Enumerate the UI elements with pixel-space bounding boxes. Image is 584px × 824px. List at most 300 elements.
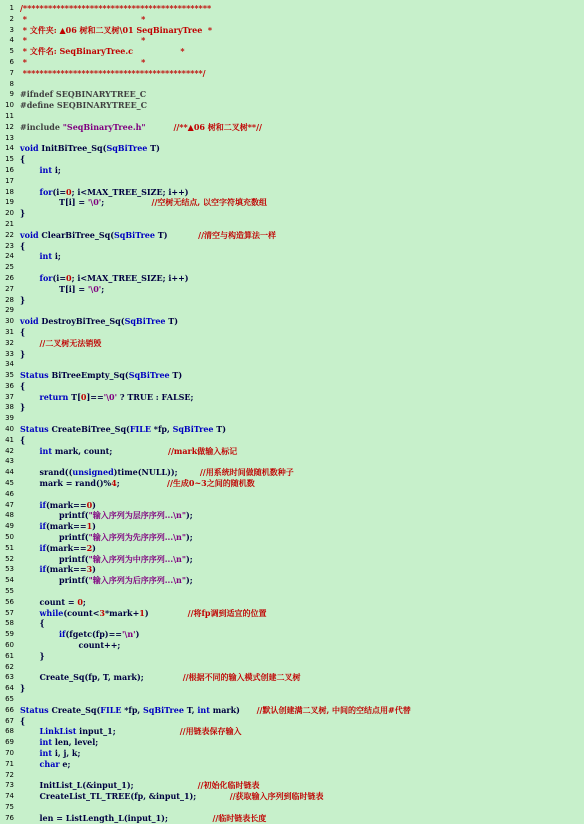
- code-line[interactable]: [0, 359, 584, 370]
- code-line[interactable]: [0, 14, 584, 25]
- line-number: 44: [5, 468, 14, 477]
- type-token: int: [39, 747, 53, 758]
- code-line[interactable]: [0, 672, 584, 683]
- code-line[interactable]: [0, 111, 584, 122]
- code-token: ): [135, 629, 140, 640]
- comment-token: //用链表保存输入: [179, 726, 242, 737]
- type-token: char: [39, 758, 60, 769]
- code-line[interactable]: [0, 208, 584, 219]
- type-token: SqBiTree: [106, 143, 148, 154]
- string-token: "输入序列为中序序列...\n": [88, 553, 187, 564]
- code-line[interactable]: [0, 543, 584, 554]
- code-line[interactable]: [0, 716, 584, 727]
- line-number: 62: [5, 662, 14, 671]
- line-number: 1: [9, 4, 14, 12]
- code-token: ;: [101, 283, 105, 294]
- code-token: T,: [183, 704, 198, 715]
- code-text: [20, 251, 61, 262]
- code-token: (fgetc(fp)==: [65, 629, 122, 640]
- code-line[interactable]: [0, 349, 584, 360]
- line-number: 22: [5, 230, 14, 239]
- type-token: Status: [20, 370, 49, 381]
- code-line[interactable]: [0, 57, 584, 68]
- code-token: {: [20, 326, 26, 337]
- code-text: [20, 780, 259, 791]
- type-token: int: [39, 737, 53, 748]
- code-line[interactable]: [0, 25, 584, 36]
- code-token: [20, 500, 40, 510]
- comment-token: //根据不同的输入模式创建二叉树: [182, 672, 301, 683]
- number-token: 1: [86, 521, 93, 532]
- code-token: ]==: [86, 391, 104, 402]
- line-number: 48: [5, 511, 14, 520]
- line-number: 67: [5, 716, 14, 725]
- code-line[interactable]: [0, 413, 584, 424]
- code-token: )time(NULL));: [113, 467, 200, 478]
- code-token: (mark==: [45, 542, 87, 553]
- code-line[interactable]: [0, 586, 584, 597]
- comment-token: //获取输入序列到临时链表: [229, 791, 324, 802]
- code-line[interactable]: [0, 154, 584, 165]
- line-number: 2: [9, 14, 14, 23]
- code-token: );: [186, 510, 193, 521]
- number-token: 1: [139, 607, 145, 618]
- code-line[interactable]: [0, 770, 584, 781]
- code-text: [20, 57, 145, 68]
- line-number: 73: [5, 781, 14, 790]
- code-line[interactable]: [0, 79, 584, 90]
- code-line[interactable]: [0, 187, 584, 198]
- line-number: 75: [5, 802, 14, 811]
- line-number: 13: [5, 133, 14, 142]
- code-text: [20, 143, 160, 154]
- code-text: [20, 575, 193, 586]
- line-number: 68: [5, 727, 14, 736]
- code-line[interactable]: [0, 370, 584, 381]
- string-token: "SeqBinaryTree.h": [62, 121, 146, 132]
- code-token: len = ListLength_L(input_1);: [20, 812, 213, 823]
- code-token: T): [165, 316, 179, 327]
- code-text: [20, 478, 255, 489]
- code-line[interactable]: [0, 478, 584, 489]
- code-line[interactable]: [0, 273, 584, 284]
- code-line[interactable]: [0, 500, 584, 511]
- code-line[interactable]: [0, 510, 584, 521]
- code-text: [20, 791, 324, 802]
- code-token: (i=: [52, 186, 67, 197]
- code-line[interactable]: [0, 726, 584, 737]
- line-number: 36: [5, 381, 14, 390]
- type-token: SqBiTree: [143, 704, 184, 715]
- line-number: 16: [5, 165, 14, 174]
- line-number: 40: [5, 425, 14, 434]
- number-token: 0: [86, 499, 93, 510]
- code-token: T): [213, 424, 227, 435]
- code-line[interactable]: [0, 629, 584, 640]
- code-line[interactable]: [0, 251, 584, 262]
- code-text: [20, 208, 25, 219]
- code-text: [20, 197, 267, 208]
- code-token: [146, 122, 174, 132]
- number-token: 3: [86, 564, 93, 575]
- line-number: 23: [5, 241, 14, 250]
- code-text: [20, 651, 45, 662]
- line-number: 30: [5, 317, 14, 326]
- comment-token: //用系统时间做随机数种子: [199, 467, 294, 478]
- line-number: 69: [5, 738, 14, 747]
- code-line[interactable]: [0, 759, 584, 770]
- type-token: int: [39, 164, 53, 175]
- line-number: 52: [5, 554, 14, 563]
- code-token: [20, 759, 40, 769]
- code-line[interactable]: [0, 230, 584, 241]
- code-token: }: [20, 402, 26, 413]
- type-token: Status: [20, 424, 49, 435]
- keyword-token: if: [59, 629, 66, 640]
- line-number: 31: [5, 327, 14, 336]
- code-line[interactable]: [0, 46, 584, 57]
- line-number: 51: [5, 543, 14, 552]
- code-line[interactable]: [0, 176, 584, 187]
- code-token: ): [92, 542, 96, 553]
- code-token: ClearBiTree_Sq(: [38, 229, 115, 240]
- line-number: 60: [5, 641, 14, 650]
- line-number: 47: [5, 500, 14, 509]
- type-token: SqBiTree: [172, 424, 214, 435]
- comment-token: //初始化临时链表: [197, 780, 260, 791]
- code-token: InitBiTree_Sq(: [38, 143, 107, 154]
- string-token: "输入序列为先序序列...\n": [88, 532, 187, 543]
- code-line[interactable]: [0, 284, 584, 295]
- code-line[interactable]: [0, 640, 584, 651]
- code-token: *fp,: [121, 704, 143, 715]
- code-line[interactable]: [0, 35, 584, 46]
- string-token: '\0': [87, 283, 102, 294]
- code-line[interactable]: [0, 737, 584, 748]
- code-text: [20, 564, 96, 575]
- code-line[interactable]: [0, 262, 584, 273]
- code-text: [20, 467, 294, 478]
- code-token: ): [92, 521, 96, 532]
- preprocessor-token: #define SEQBINARYTREE_C: [20, 100, 148, 111]
- code-line[interactable]: [0, 694, 584, 705]
- line-number: 72: [5, 770, 14, 779]
- code-text: [20, 672, 301, 683]
- code-token: {: [20, 380, 26, 391]
- line-number: 71: [5, 759, 14, 768]
- code-text: [20, 273, 189, 284]
- line-number: 7: [9, 68, 14, 77]
- type-token: void: [20, 229, 39, 240]
- code-token: T): [154, 229, 199, 240]
- code-token: [20, 446, 40, 456]
- line-number: 43: [5, 457, 14, 466]
- code-lines: [0, 3, 584, 824]
- code-line[interactable]: [0, 554, 584, 565]
- line-number: 57: [5, 608, 14, 617]
- code-line[interactable]: [0, 683, 584, 694]
- code-line[interactable]: [0, 705, 584, 716]
- keyword-token: if: [39, 564, 46, 575]
- code-token: i, j, k;: [52, 747, 81, 758]
- number-token: 3: [99, 607, 105, 618]
- line-number: 12: [5, 122, 14, 131]
- comment-token: //生成0~3之间的随机数: [167, 478, 255, 489]
- code-line[interactable]: [0, 456, 584, 467]
- line-number: 33: [5, 349, 14, 358]
- code-token: [20, 543, 40, 553]
- line-number: 46: [5, 489, 14, 498]
- code-line[interactable]: [0, 597, 584, 608]
- code-token: {: [20, 434, 26, 445]
- code-token: *mark+: [104, 607, 140, 618]
- code-line[interactable]: [0, 791, 584, 802]
- code-line[interactable]: [0, 564, 584, 575]
- code-text: [20, 327, 25, 338]
- code-text: [20, 316, 178, 327]
- code-token: );: [186, 532, 193, 543]
- code-text: [20, 14, 145, 25]
- code-line[interactable]: [0, 435, 584, 446]
- code-token: [20, 187, 40, 197]
- code-line[interactable]: [0, 68, 584, 79]
- code-line[interactable]: [0, 521, 584, 532]
- line-number: 28: [5, 295, 14, 304]
- code-token: ; i<MAX_TREE_SIZE; i++): [71, 272, 189, 283]
- string-token: "输入序列为层序序列...\n": [88, 510, 187, 521]
- code-token: [20, 726, 40, 736]
- code-token: e;: [59, 758, 71, 769]
- code-token: srand((: [20, 467, 73, 478]
- code-line[interactable]: [0, 446, 584, 457]
- line-number: 11: [5, 111, 14, 120]
- code-token: (mark==: [45, 564, 87, 575]
- code-text: [20, 89, 146, 100]
- code-token: i;: [52, 251, 61, 262]
- code-line[interactable]: [0, 802, 584, 813]
- code-line[interactable]: [0, 381, 584, 392]
- comment-token: //空树无结点, 以空字符填充数组: [151, 197, 267, 208]
- code-token: ): [92, 499, 96, 510]
- code-line[interactable]: [0, 219, 584, 230]
- number-token: 0: [66, 186, 72, 197]
- line-number: 63: [5, 673, 14, 682]
- code-token: ): [92, 564, 96, 575]
- keyword-token: if: [39, 499, 46, 510]
- line-number: 21: [5, 219, 14, 228]
- code-token: count++;: [20, 640, 121, 651]
- code-text: [20, 705, 411, 716]
- code-text: [20, 737, 98, 748]
- code-line[interactable]: [0, 316, 584, 327]
- code-token: printf(: [20, 575, 89, 586]
- number-token: 0: [80, 391, 87, 402]
- code-token: InitList_L(&input_1);: [20, 780, 198, 791]
- code-token: *fp,: [150, 424, 173, 435]
- code-text: [20, 532, 193, 543]
- line-number: 8: [9, 79, 14, 88]
- comment-token: //**▲06 树和二叉树**//: [173, 121, 262, 132]
- code-token: [20, 608, 40, 618]
- code-token: T): [147, 143, 160, 154]
- code-token: ;: [82, 596, 86, 607]
- line-number: 5: [9, 47, 14, 56]
- code-line[interactable]: [0, 241, 584, 252]
- line-number: 45: [5, 479, 14, 488]
- code-token: len, level;: [52, 737, 99, 748]
- line-number: 49: [5, 522, 14, 531]
- code-line[interactable]: [0, 338, 584, 349]
- type-token: LinkList: [39, 726, 77, 737]
- code-line[interactable]: [0, 780, 584, 791]
- comment-token: * *: [20, 35, 146, 46]
- code-text: [20, 100, 147, 111]
- code-token: input_1;: [76, 726, 180, 737]
- code-line[interactable]: [0, 143, 584, 154]
- code-token: {: [20, 240, 26, 251]
- code-token: T[i] =: [20, 283, 88, 294]
- code-text: [20, 629, 139, 640]
- code-line[interactable]: [0, 662, 584, 673]
- line-number: 58: [5, 619, 14, 628]
- code-text: [20, 46, 185, 57]
- line-number: 59: [5, 630, 14, 639]
- comment-token: *******************************************/: [20, 67, 206, 78]
- preprocessor-token: #include: [20, 121, 63, 132]
- code-text: [20, 165, 61, 176]
- line-number: 9: [9, 90, 14, 99]
- keyword-token: while: [39, 607, 64, 618]
- code-text: [20, 3, 211, 14]
- type-token: FILE: [129, 424, 151, 435]
- code-text: [20, 295, 25, 306]
- code-line[interactable]: [0, 327, 584, 338]
- code-line[interactable]: [0, 89, 584, 100]
- comment-token: * 文件名: SeqBinaryTree.c *: [20, 46, 185, 57]
- code-text: [20, 748, 80, 759]
- code-text: [20, 349, 25, 360]
- code-line[interactable]: [0, 748, 584, 759]
- code-token: [20, 737, 40, 747]
- code-text: [20, 446, 237, 457]
- code-token: ;: [116, 478, 168, 489]
- code-text: [20, 25, 212, 36]
- comment-token: //临时链表长度: [212, 812, 267, 823]
- code-line[interactable]: [0, 813, 584, 824]
- code-token: (i=: [52, 272, 67, 283]
- line-number: 37: [5, 392, 14, 401]
- code-token: mark = rand()%: [20, 478, 112, 489]
- code-text: [20, 370, 182, 381]
- line-number: 15: [5, 155, 14, 164]
- code-token: [20, 521, 40, 531]
- code-token: BiTreeEmpty_Sq(: [48, 370, 129, 381]
- code-line[interactable]: [0, 305, 584, 316]
- code-line[interactable]: [0, 165, 584, 176]
- code-token: i;: [52, 164, 61, 175]
- code-token: mark): [209, 704, 257, 715]
- type-token: Status: [20, 704, 49, 715]
- line-number: 4: [9, 36, 14, 45]
- code-token: printf(: [20, 553, 89, 564]
- comment-token: * *: [20, 13, 146, 24]
- code-token: [20, 273, 40, 283]
- code-line[interactable]: [0, 618, 584, 629]
- code-text: [20, 424, 226, 435]
- code-text: [20, 435, 25, 446]
- code-line[interactable]: [0, 532, 584, 543]
- number-token: 0: [77, 596, 83, 607]
- code-line[interactable]: [0, 575, 584, 586]
- code-token: ? TRUE : FALSE;: [117, 391, 194, 402]
- code-text: [20, 122, 262, 133]
- code-text: [20, 683, 25, 694]
- line-number: 70: [5, 748, 14, 757]
- comment-token: //mark做输入标记: [168, 445, 238, 456]
- code-token: ;: [101, 197, 152, 208]
- line-number: 19: [5, 198, 14, 207]
- code-line[interactable]: [0, 133, 584, 144]
- code-token: T): [169, 370, 183, 381]
- line-number: 61: [5, 651, 14, 660]
- code-text: [20, 402, 25, 413]
- code-line[interactable]: [0, 467, 584, 478]
- comment-token: //将fp调到适宜的位置: [187, 607, 267, 618]
- string-token: '\0': [87, 197, 102, 208]
- code-line[interactable]: [0, 295, 584, 306]
- code-text: [20, 154, 25, 165]
- code-line[interactable]: [0, 424, 584, 435]
- code-line[interactable]: [0, 3, 584, 14]
- type-token: SqBiTree: [114, 229, 155, 240]
- code-text: [20, 284, 104, 295]
- code-token: {: [20, 715, 26, 726]
- code-text: [20, 543, 96, 554]
- keyword-token: for: [39, 186, 53, 197]
- code-line[interactable]: [0, 392, 584, 403]
- type-token: void: [20, 143, 39, 154]
- code-token: Create_Sq(: [48, 704, 101, 715]
- line-number: 25: [5, 263, 14, 272]
- code-line[interactable]: [0, 651, 584, 662]
- code-token: Create_Sq(fp, T, mark);: [20, 672, 183, 683]
- code-token: CreateList_TL_TREE(fp, &input_1);: [20, 791, 230, 802]
- type-token: SqBiTree: [128, 370, 170, 381]
- line-number: 53: [5, 565, 14, 574]
- code-line[interactable]: [0, 122, 584, 133]
- code-token: [20, 392, 40, 402]
- comment-token: /*********************************************: [20, 3, 212, 13]
- line-number: 6: [9, 57, 14, 66]
- keyword-token: if: [39, 542, 46, 553]
- code-token: }: [20, 208, 26, 219]
- code-text: [20, 187, 189, 198]
- code-token: DestroyBiTree_Sq(: [38, 316, 125, 327]
- code-text: [20, 500, 96, 511]
- code-line[interactable]: [0, 197, 584, 208]
- code-token: {: [20, 618, 45, 629]
- line-number: 55: [5, 587, 14, 596]
- code-line[interactable]: [0, 489, 584, 500]
- code-text: [20, 241, 25, 252]
- code-token: T[i] =: [20, 197, 88, 208]
- code-token: }: [20, 650, 45, 661]
- line-number: 14: [5, 144, 14, 153]
- code-line[interactable]: [0, 608, 584, 619]
- code-line[interactable]: [0, 402, 584, 413]
- code-line[interactable]: [0, 100, 584, 111]
- code-token: CreateBiTree_Sq(: [48, 424, 130, 435]
